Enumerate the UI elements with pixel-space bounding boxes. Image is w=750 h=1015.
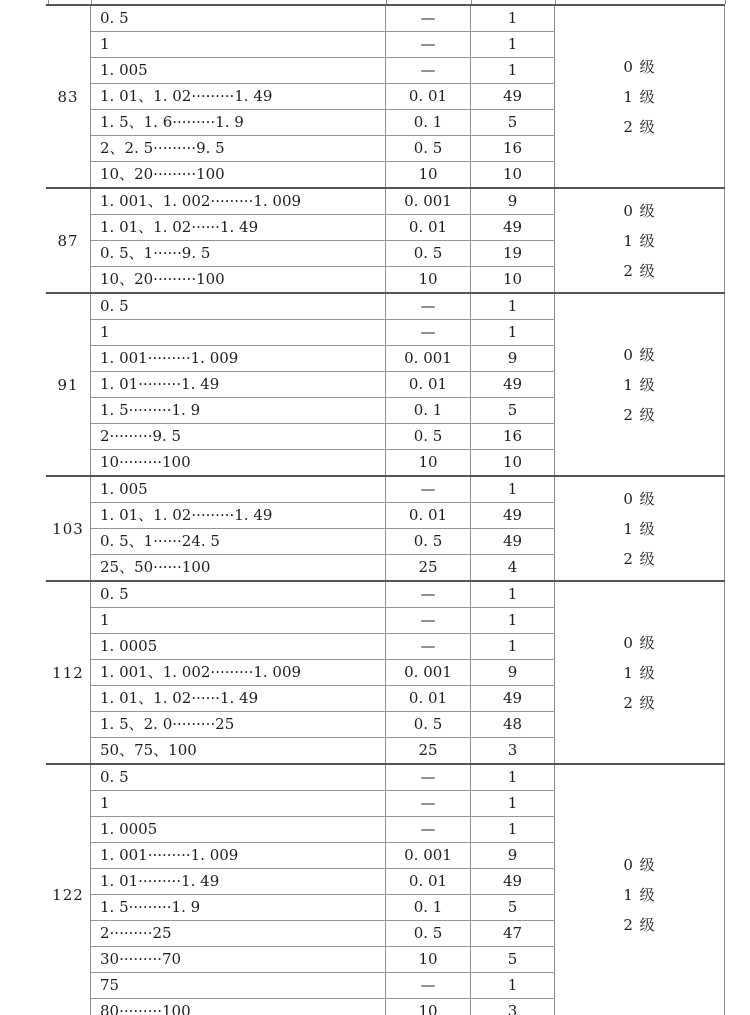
group-rows bbox=[91, 294, 555, 475]
count-cell: 1 bbox=[471, 58, 555, 83]
table-row bbox=[91, 6, 555, 31]
value-cell: 1. 5·········1. 9 bbox=[91, 398, 386, 423]
group-id-cell: 122 bbox=[46, 765, 91, 1015]
table-row bbox=[91, 920, 555, 946]
table-row bbox=[91, 477, 555, 502]
count-cell: 1 bbox=[471, 6, 555, 31]
count-cell: 5 bbox=[471, 895, 555, 920]
count-cell: 9 bbox=[471, 346, 555, 371]
count-cell: 48 bbox=[471, 712, 555, 737]
table-row bbox=[91, 685, 555, 711]
step-cell: 0. 1 bbox=[386, 110, 471, 135]
group-rows bbox=[91, 189, 555, 292]
count-cell: 49 bbox=[471, 869, 555, 894]
value-cell: 1. 01、1. 02·········1. 49 bbox=[91, 84, 386, 109]
table-row bbox=[91, 842, 555, 868]
table-row bbox=[91, 423, 555, 449]
step-cell: 0. 001 bbox=[386, 346, 471, 371]
table-row bbox=[91, 189, 555, 214]
table-row bbox=[91, 998, 555, 1015]
value-cell: 1. 001、1. 002·········1. 009 bbox=[91, 189, 386, 214]
grade-cell bbox=[555, 294, 725, 475]
value-cell: 2·········25 bbox=[91, 921, 386, 946]
count-cell: 1 bbox=[471, 817, 555, 842]
value-cell: 0. 5 bbox=[91, 294, 386, 319]
value-cell: 50、75、100 bbox=[91, 738, 386, 763]
table-row bbox=[91, 135, 555, 161]
table-row bbox=[91, 31, 555, 57]
count-cell: 3 bbox=[471, 738, 555, 763]
table-row bbox=[91, 502, 555, 528]
table-group bbox=[46, 580, 725, 763]
count-cell: 10 bbox=[471, 162, 555, 187]
step-cell: 0. 01 bbox=[386, 372, 471, 397]
table-row bbox=[91, 345, 555, 371]
table-row bbox=[91, 790, 555, 816]
table-row bbox=[91, 319, 555, 345]
grade-cell bbox=[555, 582, 725, 763]
step-cell: — bbox=[386, 582, 471, 607]
grade-label: 1 级 bbox=[623, 663, 656, 682]
standard-table bbox=[46, 4, 725, 1015]
table-row bbox=[91, 711, 555, 737]
value-cell: 10、20·········100 bbox=[91, 267, 386, 292]
step-cell: 10 bbox=[386, 267, 471, 292]
value-cell: 1. 01·········1. 49 bbox=[91, 372, 386, 397]
group-id-cell: 91 bbox=[46, 294, 91, 475]
count-cell: 4 bbox=[471, 555, 555, 580]
table-group bbox=[46, 475, 725, 580]
grade-label: 0 级 bbox=[623, 489, 656, 508]
grade-label: 2 级 bbox=[623, 405, 656, 424]
count-cell: 5 bbox=[471, 110, 555, 135]
step-cell: — bbox=[386, 294, 471, 319]
value-cell: 1. 5·········1. 9 bbox=[91, 895, 386, 920]
value-cell: 1. 0005 bbox=[91, 634, 386, 659]
grade-label: 0 级 bbox=[623, 855, 656, 874]
group-id-cell: 112 bbox=[46, 582, 91, 763]
value-cell: 0. 5、1······9. 5 bbox=[91, 241, 386, 266]
step-cell: — bbox=[386, 817, 471, 842]
value-cell: 1. 01、1. 02······1. 49 bbox=[91, 215, 386, 240]
step-cell: — bbox=[386, 58, 471, 83]
step-cell: — bbox=[386, 6, 471, 31]
value-cell: 1 bbox=[91, 320, 386, 345]
table-row bbox=[91, 528, 555, 554]
table-row bbox=[91, 266, 555, 292]
table-row bbox=[91, 109, 555, 135]
step-cell: 10 bbox=[386, 947, 471, 972]
count-cell: 1 bbox=[471, 582, 555, 607]
table-row bbox=[91, 294, 555, 319]
value-cell: 2、2. 5·········9. 5 bbox=[91, 136, 386, 161]
grade-label: 0 级 bbox=[623, 633, 656, 652]
count-cell: 9 bbox=[471, 189, 555, 214]
table-row bbox=[91, 894, 555, 920]
table-row bbox=[91, 449, 555, 475]
table-row bbox=[91, 161, 555, 187]
group-rows bbox=[91, 765, 555, 1015]
count-cell: 1 bbox=[471, 634, 555, 659]
group-id-cell: 103 bbox=[46, 477, 91, 580]
step-cell: — bbox=[386, 608, 471, 633]
value-cell: 1. 5、1. 6·········1. 9 bbox=[91, 110, 386, 135]
table-group bbox=[46, 292, 725, 475]
step-cell: — bbox=[386, 477, 471, 502]
grade-label: 1 级 bbox=[623, 87, 656, 106]
value-cell: 1. 01·········1. 49 bbox=[91, 869, 386, 894]
table-row bbox=[91, 737, 555, 763]
count-cell: 1 bbox=[471, 608, 555, 633]
count-cell: 47 bbox=[471, 921, 555, 946]
count-cell: 1 bbox=[471, 32, 555, 57]
table-row bbox=[91, 816, 555, 842]
step-cell: 0. 001 bbox=[386, 189, 471, 214]
table-row bbox=[91, 397, 555, 423]
table-group bbox=[46, 763, 725, 1015]
step-cell: 0. 001 bbox=[386, 660, 471, 685]
table-row bbox=[91, 582, 555, 607]
table-row bbox=[91, 633, 555, 659]
count-cell: 1 bbox=[471, 294, 555, 319]
value-cell: 1. 01、1. 02······1. 49 bbox=[91, 686, 386, 711]
group-id-cell: 87 bbox=[46, 189, 91, 292]
value-cell: 1 bbox=[91, 608, 386, 633]
count-cell: 49 bbox=[471, 686, 555, 711]
count-cell: 16 bbox=[471, 424, 555, 449]
step-cell: 0. 5 bbox=[386, 424, 471, 449]
value-cell: 1. 001、1. 002·········1. 009 bbox=[91, 660, 386, 685]
value-cell: 10·········100 bbox=[91, 450, 386, 475]
table-row bbox=[91, 946, 555, 972]
table-row bbox=[91, 214, 555, 240]
value-cell: 1. 5、2. 0·········25 bbox=[91, 712, 386, 737]
step-cell: 0. 5 bbox=[386, 241, 471, 266]
count-cell: 1 bbox=[471, 477, 555, 502]
table-row bbox=[91, 765, 555, 790]
step-cell: 0. 1 bbox=[386, 398, 471, 423]
step-cell: — bbox=[386, 634, 471, 659]
count-cell: 10 bbox=[471, 267, 555, 292]
value-cell: 0. 5、1······24. 5 bbox=[91, 529, 386, 554]
value-cell: 1 bbox=[91, 32, 386, 57]
value-cell: 1. 001·········1. 009 bbox=[91, 843, 386, 868]
table-group bbox=[46, 187, 725, 292]
value-cell: 25、50······100 bbox=[91, 555, 386, 580]
step-cell: — bbox=[386, 320, 471, 345]
count-cell: 49 bbox=[471, 372, 555, 397]
table-group bbox=[46, 4, 725, 187]
step-cell: 10 bbox=[386, 999, 471, 1015]
table-row bbox=[91, 972, 555, 998]
value-cell: 0. 5 bbox=[91, 582, 386, 607]
step-cell: — bbox=[386, 32, 471, 57]
value-cell: 2·········9. 5 bbox=[91, 424, 386, 449]
grade-label: 1 级 bbox=[623, 375, 656, 394]
count-cell: 10 bbox=[471, 450, 555, 475]
value-cell: 10、20·········100 bbox=[91, 162, 386, 187]
value-cell: 1. 005 bbox=[91, 58, 386, 83]
step-cell: — bbox=[386, 791, 471, 816]
step-cell: 0. 01 bbox=[386, 84, 471, 109]
grade-label: 0 级 bbox=[623, 57, 656, 76]
value-cell: 1. 01、1. 02·········1. 49 bbox=[91, 503, 386, 528]
step-cell: — bbox=[386, 765, 471, 790]
count-cell: 5 bbox=[471, 398, 555, 423]
step-cell: 0. 5 bbox=[386, 529, 471, 554]
table-row bbox=[91, 371, 555, 397]
count-cell: 49 bbox=[471, 215, 555, 240]
grade-label: 2 级 bbox=[623, 549, 656, 568]
step-cell: 0. 01 bbox=[386, 686, 471, 711]
grade-label: 0 级 bbox=[623, 201, 656, 220]
grade-label: 2 级 bbox=[623, 693, 656, 712]
value-cell: 1. 0005 bbox=[91, 817, 386, 842]
count-cell: 9 bbox=[471, 843, 555, 868]
table-row bbox=[91, 240, 555, 266]
step-cell: 0. 01 bbox=[386, 215, 471, 240]
count-cell: 49 bbox=[471, 84, 555, 109]
table-row bbox=[91, 83, 555, 109]
grade-cell bbox=[555, 6, 725, 187]
step-cell: 0. 01 bbox=[386, 503, 471, 528]
table-row bbox=[91, 868, 555, 894]
step-cell: 0. 5 bbox=[386, 136, 471, 161]
grade-label: 2 级 bbox=[623, 915, 656, 934]
grade-label: 0 级 bbox=[623, 345, 656, 364]
count-cell: 1 bbox=[471, 791, 555, 816]
count-cell: 1 bbox=[471, 765, 555, 790]
count-cell: 16 bbox=[471, 136, 555, 161]
count-cell: 49 bbox=[471, 503, 555, 528]
step-cell: 10 bbox=[386, 162, 471, 187]
table-row bbox=[91, 607, 555, 633]
grade-label: 1 级 bbox=[623, 885, 656, 904]
value-cell: 1. 005 bbox=[91, 477, 386, 502]
count-cell: 3 bbox=[471, 999, 555, 1015]
count-cell: 49 bbox=[471, 529, 555, 554]
grade-cell bbox=[555, 189, 725, 292]
group-rows bbox=[91, 582, 555, 763]
grade-label: 1 级 bbox=[623, 231, 656, 250]
count-cell: 1 bbox=[471, 320, 555, 345]
group-rows bbox=[91, 477, 555, 580]
count-cell: 19 bbox=[471, 241, 555, 266]
group-rows bbox=[91, 6, 555, 187]
count-cell: 1 bbox=[471, 973, 555, 998]
value-cell: 75 bbox=[91, 973, 386, 998]
table-row bbox=[91, 554, 555, 580]
step-cell: 0. 01 bbox=[386, 869, 471, 894]
grade-cell bbox=[555, 765, 725, 1015]
step-cell: 0. 5 bbox=[386, 712, 471, 737]
grid-line-remnant bbox=[725, 0, 726, 4]
grade-label: 2 级 bbox=[623, 261, 656, 280]
value-cell: 80·········100 bbox=[91, 999, 386, 1015]
value-cell: 0. 5 bbox=[91, 765, 386, 790]
grade-cell bbox=[555, 477, 725, 580]
value-cell: 0. 5 bbox=[91, 6, 386, 31]
count-cell: 9 bbox=[471, 660, 555, 685]
step-cell: 0. 001 bbox=[386, 843, 471, 868]
table-row bbox=[91, 659, 555, 685]
step-cell: 25 bbox=[386, 555, 471, 580]
table-row bbox=[91, 57, 555, 83]
step-cell: 25 bbox=[386, 738, 471, 763]
value-cell: 1. 001·········1. 009 bbox=[91, 346, 386, 371]
step-cell: 0. 1 bbox=[386, 895, 471, 920]
grade-label: 2 级 bbox=[623, 117, 656, 136]
step-cell: 0. 5 bbox=[386, 921, 471, 946]
step-cell: — bbox=[386, 973, 471, 998]
group-id-cell: 83 bbox=[46, 6, 91, 187]
value-cell: 1 bbox=[91, 791, 386, 816]
grade-label: 1 级 bbox=[623, 519, 656, 538]
count-cell: 5 bbox=[471, 947, 555, 972]
value-cell: 30·········70 bbox=[91, 947, 386, 972]
step-cell: 10 bbox=[386, 450, 471, 475]
